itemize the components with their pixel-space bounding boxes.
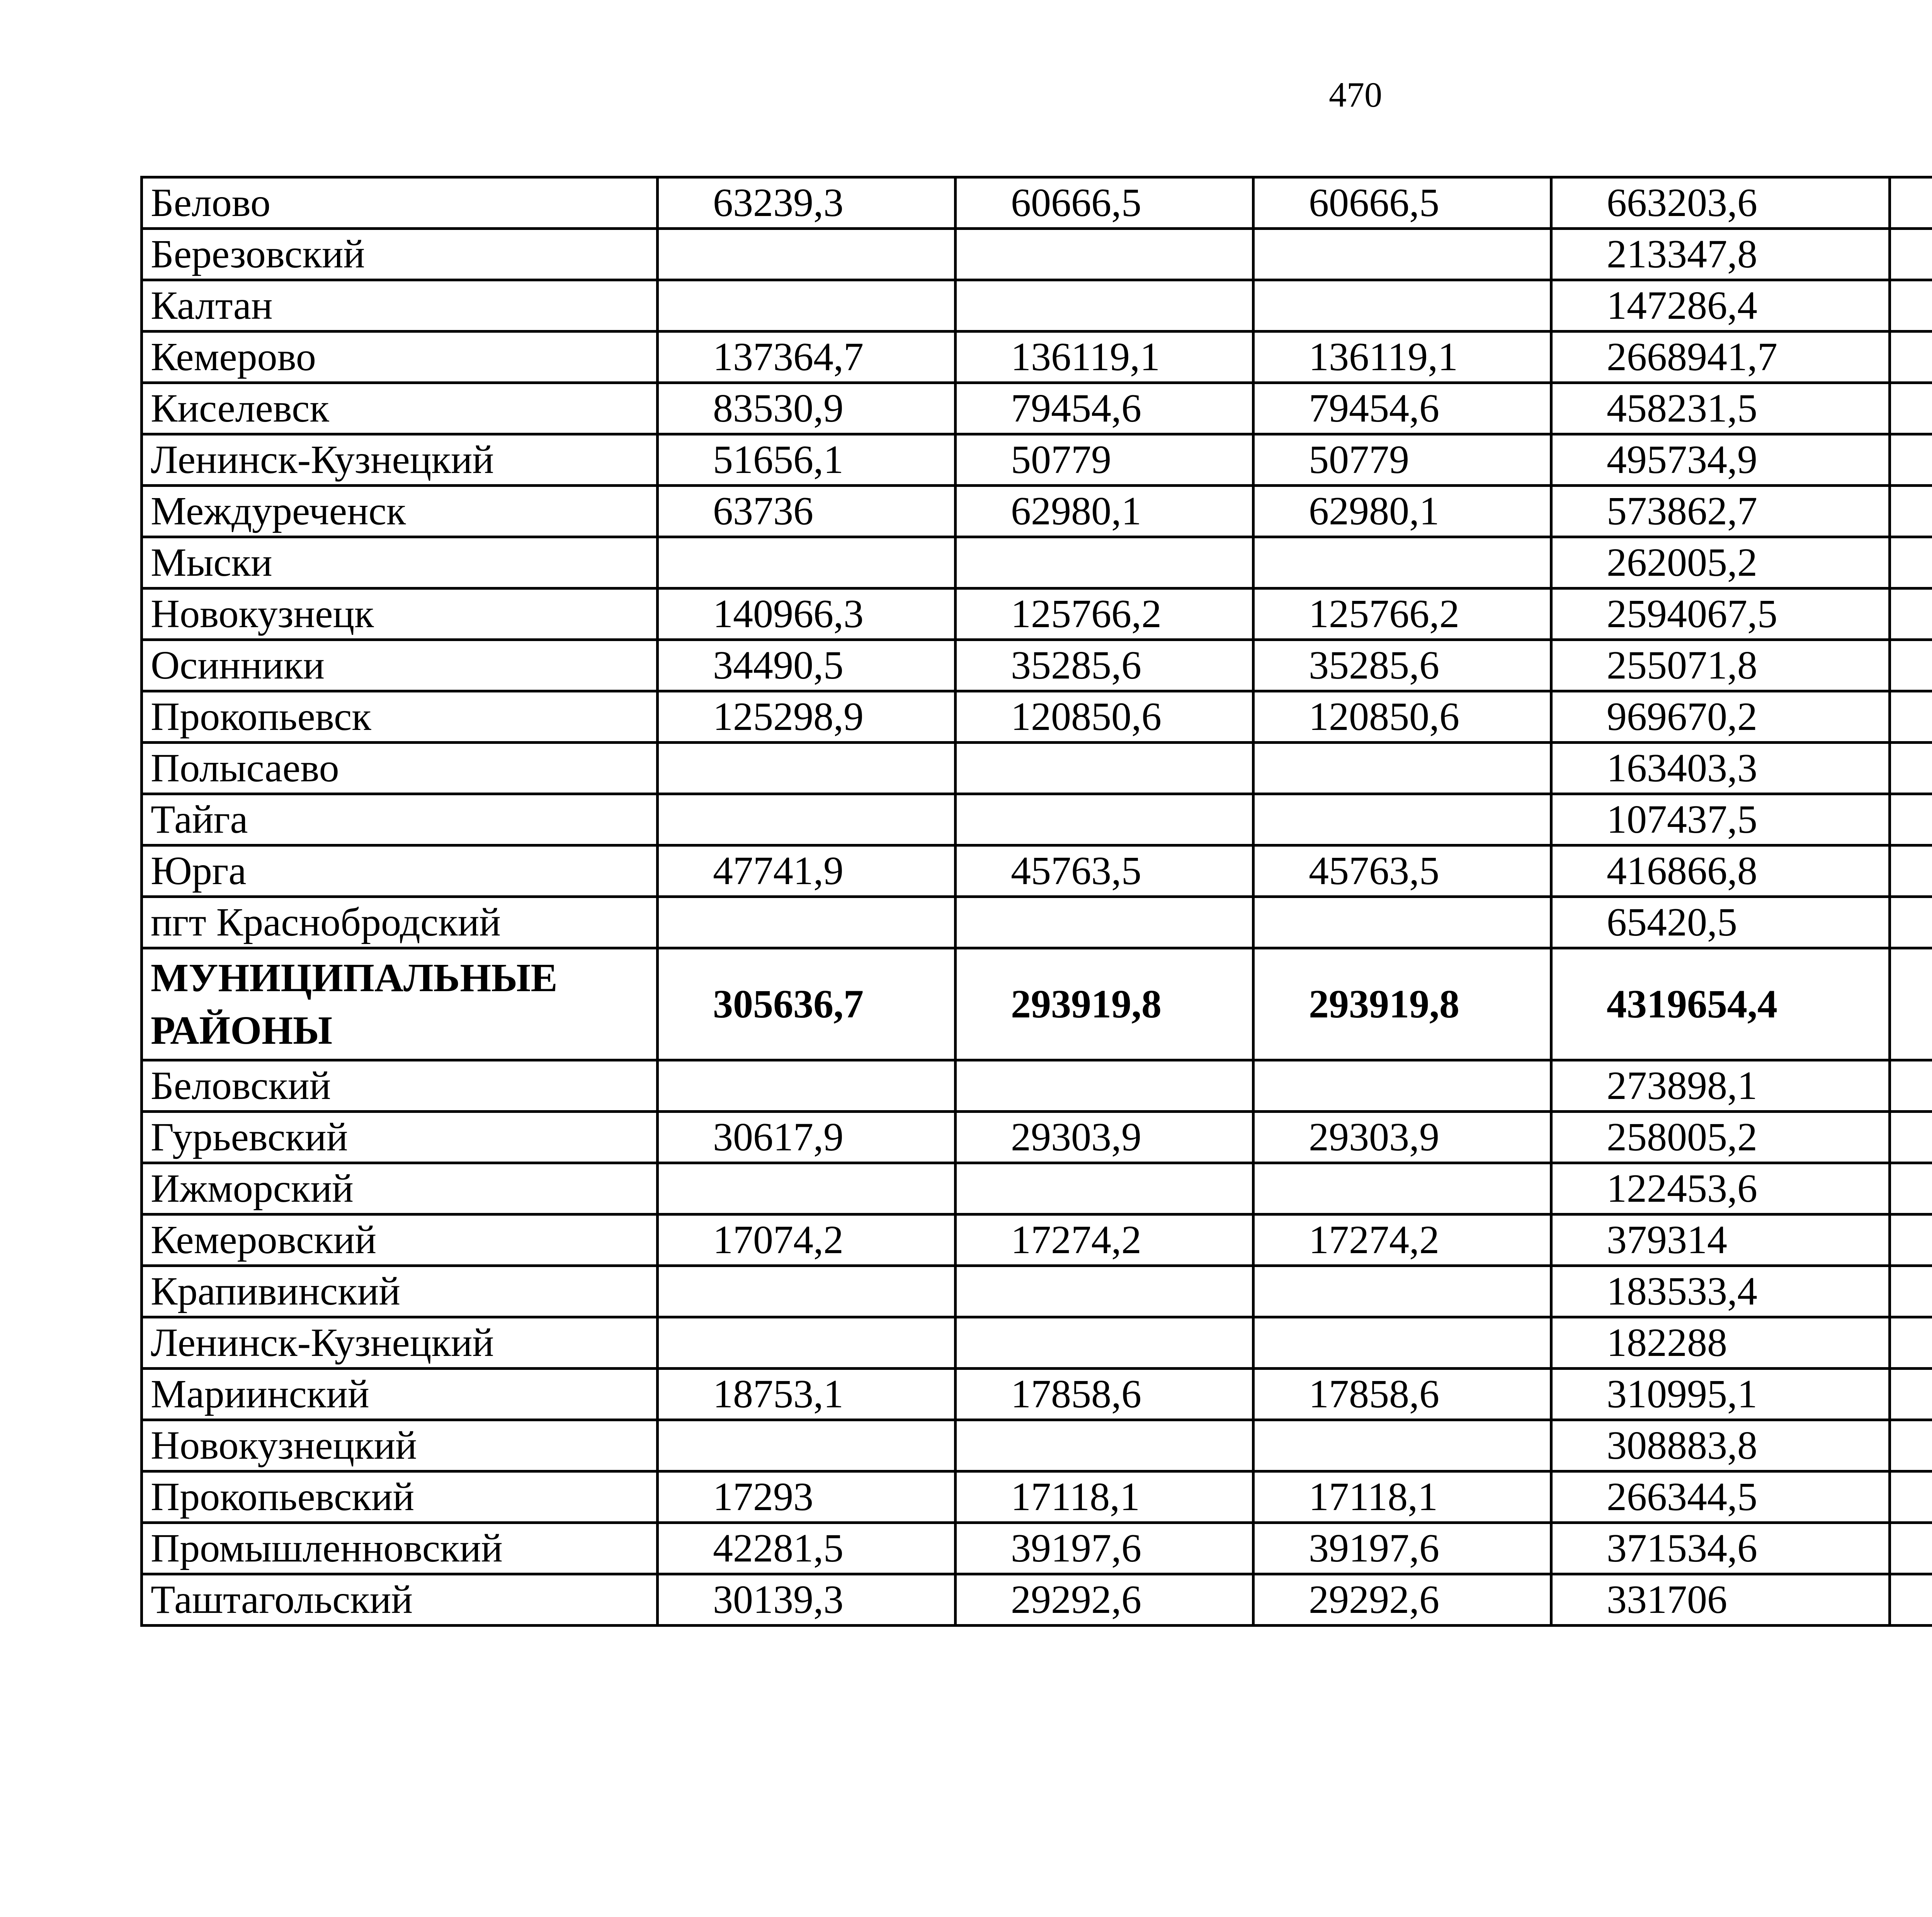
value-cell-col5 xyxy=(1890,229,1932,280)
value-cell-col3: 17858,6 xyxy=(1253,1369,1551,1420)
row-name-cell: Полысаево xyxy=(142,743,658,794)
table-row xyxy=(142,332,1932,383)
value-cell-col3 xyxy=(1253,1060,1551,1112)
value-cell-col2 xyxy=(956,1163,1253,1214)
value-cell-col5 xyxy=(1890,589,1932,640)
table-row xyxy=(142,280,1932,332)
value-cell-col5 xyxy=(1890,897,1932,948)
value-cell-col2: 125766,2 xyxy=(956,589,1253,640)
value-cell-col2: 45763,5 xyxy=(956,845,1253,897)
value-cell-col4: 213347,8 xyxy=(1551,229,1890,280)
value-cell-col5 xyxy=(1890,177,1932,229)
row-name-cell: Ижморский xyxy=(142,1163,658,1214)
value-cell-col4: 379314 xyxy=(1551,1214,1890,1266)
table-row xyxy=(142,537,1932,589)
value-cell-col2 xyxy=(956,1420,1253,1471)
value-cell-col2: 62980,1 xyxy=(956,486,1253,537)
table-row xyxy=(142,589,1932,640)
value-cell-col1: 47741,9 xyxy=(658,845,956,897)
value-cell-col4: 122453,6 xyxy=(1551,1163,1890,1214)
table-row-subtotal xyxy=(142,948,1932,1060)
value-cell-col1 xyxy=(658,897,956,948)
table-row xyxy=(142,845,1932,897)
value-cell-col1: 51656,1 xyxy=(658,434,956,486)
value-cell-col2: 120850,6 xyxy=(956,691,1253,743)
value-cell-col4: 573862,7 xyxy=(1551,486,1890,537)
value-cell-col4: 147286,4 xyxy=(1551,280,1890,332)
value-cell-col3 xyxy=(1253,897,1551,948)
value-cell-col5 xyxy=(1890,383,1932,434)
table-row xyxy=(142,1266,1932,1317)
row-name-cell: Междуреченск xyxy=(142,486,658,537)
value-cell-col3: 17118,1 xyxy=(1253,1471,1551,1523)
row-name-cell: Кемеровский xyxy=(142,1214,658,1266)
value-cell-col1: 140966,3 xyxy=(658,589,956,640)
table-row xyxy=(142,1317,1932,1369)
value-cell-col1: 305636,7 xyxy=(658,948,956,1060)
data-table xyxy=(140,176,1932,1627)
value-cell-col3: 62980,1 xyxy=(1253,486,1551,537)
row-name-cell: Мариинский xyxy=(142,1369,658,1420)
value-cell-col2: 17118,1 xyxy=(956,1471,1253,1523)
value-cell-col4: 331706 xyxy=(1551,1574,1890,1626)
value-cell-col1 xyxy=(658,1317,956,1369)
value-cell-col2 xyxy=(956,537,1253,589)
value-cell-col5 xyxy=(1890,1523,1932,1574)
value-cell-col2 xyxy=(956,897,1253,948)
value-cell-col4: 371534,6 xyxy=(1551,1523,1890,1574)
value-cell-col1: 30139,3 xyxy=(658,1574,956,1626)
value-cell-col1 xyxy=(658,229,956,280)
value-cell-col1: 18753,1 xyxy=(658,1369,956,1420)
value-cell-col4: 266344,5 xyxy=(1551,1471,1890,1523)
value-cell-col2: 50779 xyxy=(956,434,1253,486)
value-cell-col5 xyxy=(1890,845,1932,897)
value-cell-col2: 29303,9 xyxy=(956,1112,1253,1163)
table-row xyxy=(142,383,1932,434)
row-name-cell: Калтан xyxy=(142,280,658,332)
value-cell-col1 xyxy=(658,537,956,589)
table-row xyxy=(142,897,1932,948)
value-cell-col5 xyxy=(1890,1420,1932,1471)
value-cell-col5 xyxy=(1890,640,1932,691)
value-cell-col5 xyxy=(1890,743,1932,794)
value-cell-col4: 310995,1 xyxy=(1551,1369,1890,1420)
value-cell-col4: 182288 xyxy=(1551,1317,1890,1369)
value-cell-col4: 458231,5 xyxy=(1551,383,1890,434)
value-cell-col3 xyxy=(1253,743,1551,794)
value-cell-col2: 136119,1 xyxy=(956,332,1253,383)
value-cell-col5 xyxy=(1890,1574,1932,1626)
value-cell-col2 xyxy=(956,1060,1253,1112)
value-cell-col2 xyxy=(956,1317,1253,1369)
row-name-cell: МУНИЦИПАЛЬНЫЕ РАЙОНЫ xyxy=(142,948,658,1060)
value-cell-col3: 50779 xyxy=(1253,434,1551,486)
value-cell-col1: 34490,5 xyxy=(658,640,956,691)
value-cell-col2: 60666,5 xyxy=(956,177,1253,229)
value-cell-col3: 120850,6 xyxy=(1253,691,1551,743)
row-name-cell: Промышленновский xyxy=(142,1523,658,1574)
value-cell-col3: 29303,9 xyxy=(1253,1112,1551,1163)
value-cell-col1: 125298,9 xyxy=(658,691,956,743)
row-name-cell: Белово xyxy=(142,177,658,229)
value-cell-col4: 262005,2 xyxy=(1551,537,1890,589)
value-cell-col3: 17274,2 xyxy=(1253,1214,1551,1266)
page-number: 470 xyxy=(1329,75,1382,114)
value-cell-col3 xyxy=(1253,229,1551,280)
value-cell-col1: 17293 xyxy=(658,1471,956,1523)
table-row xyxy=(142,1369,1932,1420)
table-row xyxy=(142,1112,1932,1163)
row-name-cell: Новокузнецк xyxy=(142,589,658,640)
row-name-cell: пгт Краснобродский xyxy=(142,897,658,948)
value-cell-col1 xyxy=(658,1420,956,1471)
value-cell-col3 xyxy=(1253,280,1551,332)
value-cell-col3: 136119,1 xyxy=(1253,332,1551,383)
value-cell-col3: 39197,6 xyxy=(1253,1523,1551,1574)
value-cell-col5 xyxy=(1890,1163,1932,1214)
value-cell-col3 xyxy=(1253,1266,1551,1317)
table-row xyxy=(142,1574,1932,1626)
value-cell-col3: 293919,8 xyxy=(1253,948,1551,1060)
table-row xyxy=(142,1214,1932,1266)
value-cell-col5 xyxy=(1890,486,1932,537)
table-row xyxy=(142,691,1932,743)
value-cell-col1 xyxy=(658,1060,956,1112)
value-cell-col1: 30617,9 xyxy=(658,1112,956,1163)
table-row xyxy=(142,1420,1932,1471)
row-name-cell: Кемерово xyxy=(142,332,658,383)
table-body xyxy=(142,177,1932,1626)
value-cell-col4: 163403,3 xyxy=(1551,743,1890,794)
value-cell-col3 xyxy=(1253,1163,1551,1214)
value-cell-col4: 663203,6 xyxy=(1551,177,1890,229)
table-row xyxy=(142,1060,1932,1112)
row-name-cell: Гурьевский xyxy=(142,1112,658,1163)
value-cell-col3 xyxy=(1253,1420,1551,1471)
value-cell-col1: 63736 xyxy=(658,486,956,537)
row-name-cell: Юрга xyxy=(142,845,658,897)
value-cell-col1 xyxy=(658,280,956,332)
table-row xyxy=(142,1163,1932,1214)
value-cell-col2 xyxy=(956,794,1253,845)
value-cell-col2: 39197,6 xyxy=(956,1523,1253,1574)
row-name-cell: Киселевск xyxy=(142,383,658,434)
value-cell-col5 xyxy=(1890,1112,1932,1163)
value-cell-col3 xyxy=(1253,537,1551,589)
value-cell-col5 xyxy=(1890,280,1932,332)
value-cell-col5 xyxy=(1890,1060,1932,1112)
table-row xyxy=(142,743,1932,794)
value-cell-col1 xyxy=(658,794,956,845)
table-row xyxy=(142,229,1932,280)
value-cell-col4: 65420,5 xyxy=(1551,897,1890,948)
table-row xyxy=(142,640,1932,691)
row-name-cell: Беловский xyxy=(142,1060,658,1112)
value-cell-col4: 308883,8 xyxy=(1551,1420,1890,1471)
value-cell-col5 xyxy=(1890,948,1932,1060)
row-name-cell: Мыски xyxy=(142,537,658,589)
value-cell-col4: 273898,1 xyxy=(1551,1060,1890,1112)
row-name-cell: Прокопьевск xyxy=(142,691,658,743)
value-cell-col1: 137364,7 xyxy=(658,332,956,383)
value-cell-col5 xyxy=(1890,1471,1932,1523)
value-cell-col3 xyxy=(1253,1317,1551,1369)
row-name-cell: Новокузнецкий xyxy=(142,1420,658,1471)
row-name-cell: Ленинск-Кузнецкий xyxy=(142,1317,658,1369)
value-cell-col5 xyxy=(1890,434,1932,486)
value-cell-col4: 4319654,4 xyxy=(1551,948,1890,1060)
table-row xyxy=(142,434,1932,486)
value-cell-col5 xyxy=(1890,794,1932,845)
row-name-cell: Таштагольский xyxy=(142,1574,658,1626)
table-row xyxy=(142,486,1932,537)
table-row xyxy=(142,177,1932,229)
value-cell-col5 xyxy=(1890,1266,1932,1317)
value-cell-col2 xyxy=(956,280,1253,332)
value-cell-col2 xyxy=(956,743,1253,794)
value-cell-col2: 29292,6 xyxy=(956,1574,1253,1626)
value-cell-col1 xyxy=(658,743,956,794)
value-cell-col4: 2594067,5 xyxy=(1551,589,1890,640)
row-name-cell: Тайга xyxy=(142,794,658,845)
value-cell-col4: 183533,4 xyxy=(1551,1266,1890,1317)
row-name-cell: Осинники xyxy=(142,640,658,691)
value-cell-col5 xyxy=(1890,1369,1932,1420)
value-cell-col5 xyxy=(1890,537,1932,589)
value-cell-col3 xyxy=(1253,794,1551,845)
value-cell-col1: 42281,5 xyxy=(658,1523,956,1574)
value-cell-col2: 17858,6 xyxy=(956,1369,1253,1420)
value-cell-col4: 258005,2 xyxy=(1551,1112,1890,1163)
value-cell-col3: 29292,6 xyxy=(1253,1574,1551,1626)
value-cell-col1: 83530,9 xyxy=(658,383,956,434)
row-name-cell: Крапивинский xyxy=(142,1266,658,1317)
value-cell-col1 xyxy=(658,1163,956,1214)
value-cell-col2: 79454,6 xyxy=(956,383,1253,434)
value-cell-col4: 107437,5 xyxy=(1551,794,1890,845)
value-cell-col3: 79454,6 xyxy=(1253,383,1551,434)
value-cell-col4: 2668941,7 xyxy=(1551,332,1890,383)
value-cell-col2: 17274,2 xyxy=(956,1214,1253,1266)
value-cell-col3: 60666,5 xyxy=(1253,177,1551,229)
value-cell-col2 xyxy=(956,1266,1253,1317)
value-cell-col1: 17074,2 xyxy=(658,1214,956,1266)
table-row xyxy=(142,1523,1932,1574)
value-cell-col3: 45763,5 xyxy=(1253,845,1551,897)
value-cell-col2: 293919,8 xyxy=(956,948,1253,1060)
table-row xyxy=(142,794,1932,845)
value-cell-col3: 125766,2 xyxy=(1253,589,1551,640)
value-cell-col4: 969670,2 xyxy=(1551,691,1890,743)
row-name-cell: Прокопьевский xyxy=(142,1471,658,1523)
value-cell-col5 xyxy=(1890,1317,1932,1369)
value-cell-col4: 255071,8 xyxy=(1551,640,1890,691)
value-cell-col2 xyxy=(956,229,1253,280)
table-row xyxy=(142,1471,1932,1523)
value-cell-col4: 416866,8 xyxy=(1551,845,1890,897)
value-cell-col2: 35285,6 xyxy=(956,640,1253,691)
value-cell-col5 xyxy=(1890,691,1932,743)
row-name-cell: Ленинск-Кузнецкий xyxy=(142,434,658,486)
value-cell-col1 xyxy=(658,1266,956,1317)
row-name-cell: Березовский xyxy=(142,229,658,280)
value-cell-col5 xyxy=(1890,1214,1932,1266)
value-cell-col5 xyxy=(1890,332,1932,383)
value-cell-col4: 495734,9 xyxy=(1551,434,1890,486)
value-cell-col3: 35285,6 xyxy=(1253,640,1551,691)
value-cell-col1: 63239,3 xyxy=(658,177,956,229)
